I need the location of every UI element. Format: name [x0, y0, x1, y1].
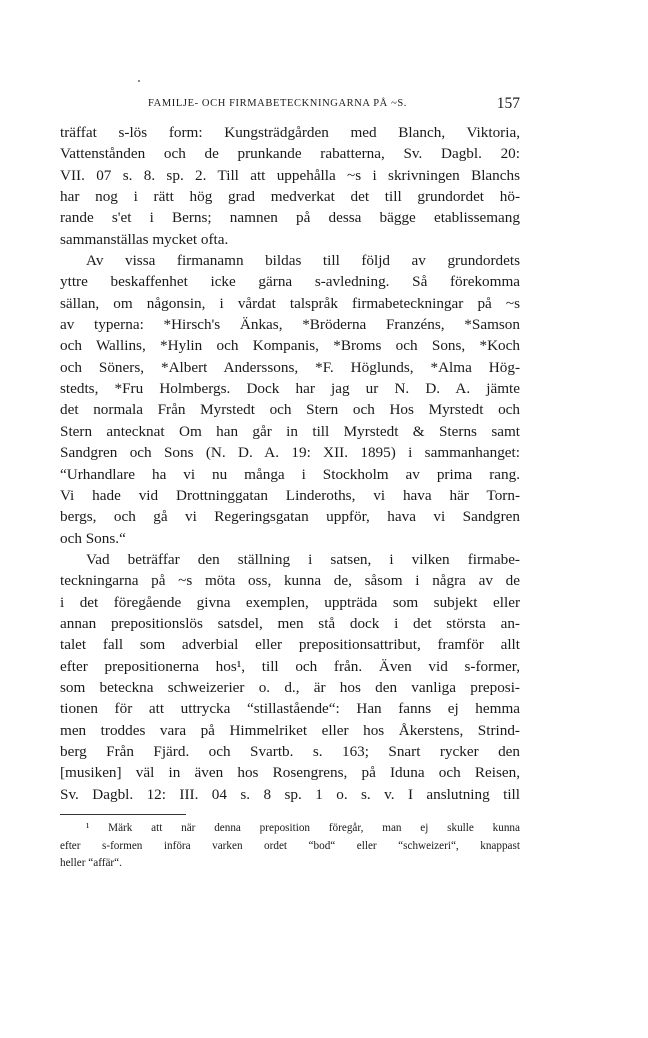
text-line: av typerna: *Hirsch's Änkas, *Bröderna Franzéns, *Samson	[60, 316, 520, 334]
text-line: yttre beskaffenhet icke gärna s-avledning. Så förekomma	[60, 273, 520, 291]
text-line: och Wallins, *Hylin och Kompanis, *Broms och Sons, *Koch	[60, 337, 520, 355]
text-line: som beteckna schweizerier o. d., är hos den vanliga preposi-	[60, 678, 520, 696]
text-line: Sv. Dagbl. 12: III. 04 s. 8 sp. 1 o. s. v. I anslutning till	[60, 785, 520, 803]
footnote	[60, 820, 520, 873]
footnote-line: heller “affär“.	[60, 857, 122, 869]
text-line: stedts, *Fru Holmbergs. Dock har jag ur N. D. A. jämte	[60, 380, 520, 398]
text-line: sammanställas mycket ofta.	[60, 230, 229, 248]
text-line: “Urhandlare ha vi nu många i Stockholm av prima rang.	[60, 465, 520, 483]
text-line: Vattenstånden och de prunkande rabatterna, Sv. Dagbl. 20:	[60, 145, 520, 163]
text-line: teckningarna på ~s möta oss, kunna de, såsom i några av de	[60, 572, 520, 590]
page-number: 157	[496, 95, 520, 112]
footnote-line: efter s-formen införa varken ordet “bod“ eller “schweizeri“, knappast	[60, 839, 520, 852]
text-line: Stern antecknat Om han går in till Myrstedt & Sterns samt	[60, 422, 520, 440]
footnote-line: ¹ Märk att när denna preposition föregår, man ej skulle kunna	[86, 822, 520, 834]
text-line: har nog i rätt hög grad medverkat det till grundordet hö-	[60, 188, 520, 206]
text-line: sällan, om någonsin, i vårdat talspråk firmabeteckningar på ~s	[60, 294, 520, 312]
text-line: rande s'et i Berns; namnen på dessa bägge etablissemang	[60, 209, 520, 227]
text-line: träffat s-lös form: Kungsträdgården med Blanch, Viktoria,	[60, 124, 520, 141]
text-line: Vi hade vid Drottninggatan Linderoths, vi hava här Torn-	[60, 486, 520, 504]
text-line: efter prepositionerna hos¹, till och från. Även vid s-former,	[60, 657, 520, 675]
text-line: i det föregående givna exemplen, uppträda som subjekt eller	[60, 593, 520, 611]
text-line: berg Från Fjärd. och Svartb. s. 163; Snart rycker den	[60, 742, 520, 760]
text-line: och Sons.“	[60, 529, 126, 547]
text-line: det normala Från Myrstedt och Stern och Hos Myrstedt och	[60, 401, 520, 419]
text-line: talet fall som adverbial eller prepositionsattribut, framför allt	[60, 636, 520, 654]
text-line: Vad beträffar den ställning i satsen, i vilken firmabe-	[86, 550, 520, 568]
text-line: annan prepositionslös satsdel, men stå dock i det största an-	[60, 614, 520, 632]
footnote-rule	[60, 814, 186, 815]
text-line: VII. 07 s. 8. sp. 2. Till att uppehålla ~s i skrivningen Blanchs	[60, 166, 520, 184]
running-head: FAMILJE- OCH FIRMABETECKNINGARNA PÅ ~S.	[148, 98, 408, 109]
page-speck	[138, 80, 140, 82]
text-line: bergs, och gå vi Regeringsgatan uppför, hava vi Sandgren	[60, 508, 520, 526]
text-line: Sandgren och Sons (N. D. A. 19: XII. 1895) i sammanhanget:	[60, 444, 520, 462]
text-line: men troddes vara på Himmelriket eller hos Åkerstens, Strind-	[60, 721, 520, 739]
text-line: Av vissa firmanamn bildas till följd av grundordets	[86, 252, 520, 270]
text-line: tionen för att uttrycka “stillastående“: Han fanns ej hemma	[60, 700, 520, 718]
text-line: och Söners, *Albert Anderssons, *F. Höglunds, *Alma Hög-	[60, 358, 520, 376]
page-header	[148, 95, 520, 115]
text-line: [musiken] väl in även hos Rosengrens, på Iduna och Reisen,	[60, 764, 520, 782]
body-text	[60, 122, 520, 805]
